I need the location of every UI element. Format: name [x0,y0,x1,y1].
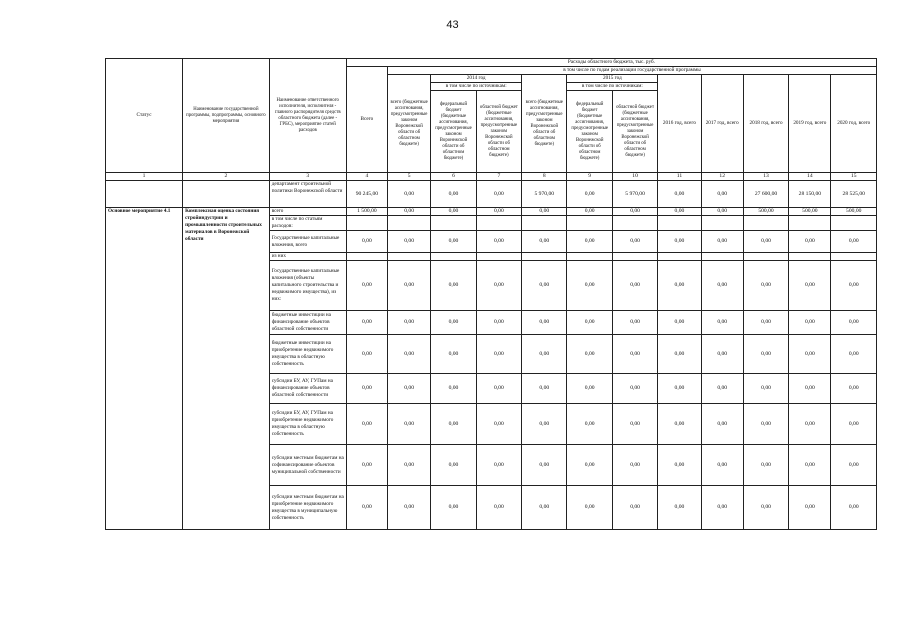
value-cell: 0,00 [567,208,612,216]
value-cell: 0,00 [612,261,657,311]
value-cell: 0,00 [476,311,521,335]
value-cell: 0,00 [743,374,788,404]
value-cell: 0,00 [789,374,831,404]
value-cell [789,216,831,231]
value-cell: 0,00 [431,335,476,374]
column-number: 3 [269,173,346,181]
value-cell: 0,00 [612,374,657,404]
value-cell: 0,00 [831,486,877,530]
value-cell: 0,00 [831,231,877,253]
value-cell: 0,00 [387,231,430,253]
value-cell: 28 150,00 [789,181,831,208]
value-cell: 0,00 [476,335,521,374]
value-cell: 0,00 [701,404,743,445]
value-cell: 0,00 [431,181,476,208]
value-cell [831,216,877,231]
value-cell: 0,00 [743,231,788,253]
value-cell: 0,00 [346,335,387,374]
value-cell: 0,00 [831,311,877,335]
value-cell: 0,00 [476,208,521,216]
value-cell: 0,00 [431,231,476,253]
value-cell: 0,00 [476,374,521,404]
value-cell: 0,00 [743,404,788,445]
row-label: из них [269,253,346,261]
value-cell: 0,00 [743,261,788,311]
value-cell: 1 500,00 [346,208,387,216]
value-cell [658,216,701,231]
value-cell: 0,00 [658,261,701,311]
value-cell: 0,00 [743,486,788,530]
value-cell: 0,00 [567,486,612,530]
row-label: всего [269,208,346,216]
column-number: 2 [183,173,270,181]
column-number: 1 [106,173,183,181]
value-cell: 5 970,00 [522,181,567,208]
value-cell: 0,00 [522,486,567,530]
value-cell [346,216,387,231]
value-cell: 0,00 [743,335,788,374]
value-cell: 0,00 [701,311,743,335]
row-label: в том числе по статьям расходов: [269,216,346,231]
value-cell: 0,00 [831,261,877,311]
column-number: 8 [522,173,567,181]
value-cell: 0,00 [476,486,521,530]
value-cell [522,216,567,231]
value-cell: 0,00 [522,335,567,374]
row-label: субсидии местным бюджетам на софинансирование объектов муниципальной собственности [269,445,346,486]
column-number: 7 [476,173,521,181]
value-cell: 28 525,00 [831,181,877,208]
value-cell: 0,00 [387,335,430,374]
value-cell: 0,00 [567,404,612,445]
value-cell: 0,00 [789,261,831,311]
value-cell: 0,00 [658,181,701,208]
row-label: бюджетные инвестиции на приобретение недвижимого имущества в областную собственность [269,335,346,374]
value-cell: 0,00 [522,208,567,216]
value-cell: 0,00 [789,311,831,335]
value-cell [789,253,831,261]
value-cell: 0,00 [658,404,701,445]
value-cell [831,253,877,261]
value-cell: 0,00 [476,261,521,311]
value-cell: 0,00 [658,335,701,374]
value-cell: 500,00 [743,208,788,216]
header-2018: 2018 год, всего [743,75,788,173]
column-number: 11 [658,173,701,181]
value-cell: 0,00 [476,404,521,445]
value-cell [743,216,788,231]
value-cell [567,253,612,261]
value-cell: 0,00 [346,374,387,404]
value-cell: 0,00 [789,404,831,445]
value-cell: 0,00 [612,335,657,374]
column-number: 14 [789,173,831,181]
header-2020: 2020 год, всего [831,75,877,173]
value-cell: 0,00 [789,335,831,374]
value-cell: 0,00 [658,231,701,253]
value-cell: 0,00 [431,208,476,216]
value-cell: 0,00 [522,311,567,335]
value-cell: 0,00 [831,374,877,404]
row-label: субсидии местным бюджетам на приобретение недвижимого имущества в муниципальную собственность [269,486,346,530]
value-cell [476,216,521,231]
value-cell [387,253,430,261]
value-cell: 0,00 [387,486,430,530]
value-cell: 0,00 [387,445,430,486]
budget-table [105,58,877,530]
value-cell: 27 600,00 [743,181,788,208]
value-cell: 0,00 [387,374,430,404]
value-cell: 0,00 [567,445,612,486]
value-cell: 0,00 [522,231,567,253]
value-cell: 0,00 [701,231,743,253]
value-cell: 0,00 [522,404,567,445]
header-top: Расходы областного бюджета, тыс. руб. [346,59,876,67]
value-cell: 0,00 [658,208,701,216]
value-cell [522,253,567,261]
value-cell: 0,00 [346,261,387,311]
row-label: субсидии БУ, АУ, ГУПам на приобретение недвижимого имущества в областную собственность [269,404,346,445]
value-cell: 0,00 [567,374,612,404]
value-cell: 5 970,00 [612,181,657,208]
value-cell: 0,00 [701,208,743,216]
column-number: 13 [743,173,788,181]
value-cell: 0,00 [831,445,877,486]
value-cell: 0,00 [743,445,788,486]
header-status: Статус [106,59,183,173]
value-cell: 0,00 [431,486,476,530]
value-cell: 0,00 [431,261,476,311]
value-cell [567,216,612,231]
value-cell: 500,00 [789,208,831,216]
block-status: Основное мероприятие 4.1 [106,208,183,530]
value-cell [431,216,476,231]
column-numbers-row [106,173,877,181]
value-cell: 0,00 [346,404,387,445]
header-2015-federal: федеральный бюджет (бюджетные ассигнования, предусмотренные законом Воронежской области об областном бюджете) [567,91,612,173]
value-cell [431,253,476,261]
column-number: 5 [387,173,430,181]
value-cell: 0,00 [567,181,612,208]
column-number: 4 [346,173,387,181]
value-cell: 0,00 [701,181,743,208]
status-cell [106,181,183,208]
header-2014-regional: областной бюджет (бюджетные ассигнования, предусмотренные законом Воронежской области об областном бюджете) [476,91,521,173]
value-cell [701,253,743,261]
value-cell [701,216,743,231]
value-cell [658,253,701,261]
value-cell: 0,00 [701,261,743,311]
column-number: 9 [567,173,612,181]
value-cell: 0,00 [701,445,743,486]
value-cell: 0,00 [522,374,567,404]
value-cell: 0,00 [346,231,387,253]
value-cell: 0,00 [658,311,701,335]
value-cell: 0,00 [658,374,701,404]
value-cell: 500,00 [831,208,877,216]
value-cell: 0,00 [701,335,743,374]
value-cell: 0,00 [567,311,612,335]
value-cell: 0,00 [612,486,657,530]
column-number: 15 [831,173,877,181]
header-2014: 2014 год [431,75,522,83]
value-cell: 0,00 [476,445,521,486]
header-2014-sources: в том числе по источникам: [431,83,522,91]
value-cell: 0,00 [831,335,877,374]
value-cell: 0,00 [612,231,657,253]
value-cell [346,253,387,261]
table-row [106,181,877,208]
value-cell [476,253,521,261]
row-label: Государственные капитальные вложения, всего [269,231,346,253]
header-2016: 2016 год, всего [658,75,701,173]
value-cell: 0,00 [431,374,476,404]
executor-cell: департамент строительной политики Воронежской области [269,181,346,208]
value-cell: 0,00 [476,231,521,253]
value-cell: 0,00 [789,486,831,530]
header-2015-sources: в том числе по источникам: [567,83,658,91]
value-cell: 0,00 [567,231,612,253]
value-cell: 0,00 [612,445,657,486]
header-2014-total: всего (бюджетные ассигнования, предусмотренные законом Воронежской области об областном бюджете) [387,75,430,173]
value-cell: 0,00 [701,486,743,530]
value-cell: 0,00 [612,208,657,216]
column-number: 6 [431,173,476,181]
value-cell [743,253,788,261]
value-cell: 0,00 [476,181,521,208]
value-cell: 0,00 [743,311,788,335]
value-cell: 0,00 [387,404,430,445]
value-cell: 0,00 [612,311,657,335]
value-cell: 0,00 [567,261,612,311]
value-cell [612,216,657,231]
header-2014-federal: федеральный бюджет (бюджетные ассигнования, предусмотренные законом Воронежской области об областном бюджете) [431,91,476,173]
value-cell: 0,00 [701,374,743,404]
value-cell [612,253,657,261]
value-cell: 0,00 [658,445,701,486]
value-cell: 0,00 [431,445,476,486]
header-name: Наименование государственной программы, подпрограммы, основного мероприятия [183,59,270,173]
value-cell: 0,00 [387,181,430,208]
value-cell: 0,00 [346,445,387,486]
value-cell: 0,00 [831,404,877,445]
header-subtop: в том числе по годам реализации государственной программы [387,67,876,75]
value-cell: 0,00 [567,335,612,374]
column-number: 12 [701,173,743,181]
value-cell: 0,00 [612,404,657,445]
name-cell [183,181,270,208]
value-cell: 90 245,00 [346,181,387,208]
header-2015: 2015 год [567,75,658,83]
row-label: Государственные капитальные вложения (объекты капитального строительства и недвижимого имущества), из них: [269,261,346,311]
value-cell: 0,00 [658,486,701,530]
value-cell: 0,00 [522,445,567,486]
value-cell: 0,00 [522,261,567,311]
value-cell: 0,00 [387,261,430,311]
value-cell: 0,00 [789,231,831,253]
row-label: бюджетные инвестиции на финансирование объектов областной собственности [269,311,346,335]
header-2019: 2019 год, всего [789,75,831,173]
table-row [106,208,877,216]
header-total: Всего [346,67,387,173]
value-cell: 0,00 [431,404,476,445]
value-cell: 0,00 [346,311,387,335]
value-cell: 0,00 [387,208,430,216]
value-cell: 0,00 [387,311,430,335]
value-cell: 0,00 [346,486,387,530]
header-2015-regional: областной бюджет (бюджетные ассигнования, предусмотренные законом Воронежской области об областном бюджете) [612,91,657,173]
block-name: Комплексная оценка состояния стройиндустрии и промышленности строительных материалов в Воронежской области [183,208,270,530]
header-executor: Наименование ответственного исполнителя, исполнителя - главного распорядителя средств областного бюджета (далее - ГРБС), мероприятие статей расходов [269,59,346,173]
row-label: субсидии БУ, АУ, ГУПам на финансирование объектов областной собственности [269,374,346,404]
value-cell: 0,00 [431,311,476,335]
header-2015-total: всего (бюджетные ассигнования, предусмотренные законом Воронежской области об областном бюджете) [522,75,567,173]
column-number: 10 [612,173,657,181]
value-cell [387,216,430,231]
header-2017: 2017 год, всего [701,75,743,173]
page-number: 43 [446,19,459,31]
value-cell: 0,00 [789,445,831,486]
